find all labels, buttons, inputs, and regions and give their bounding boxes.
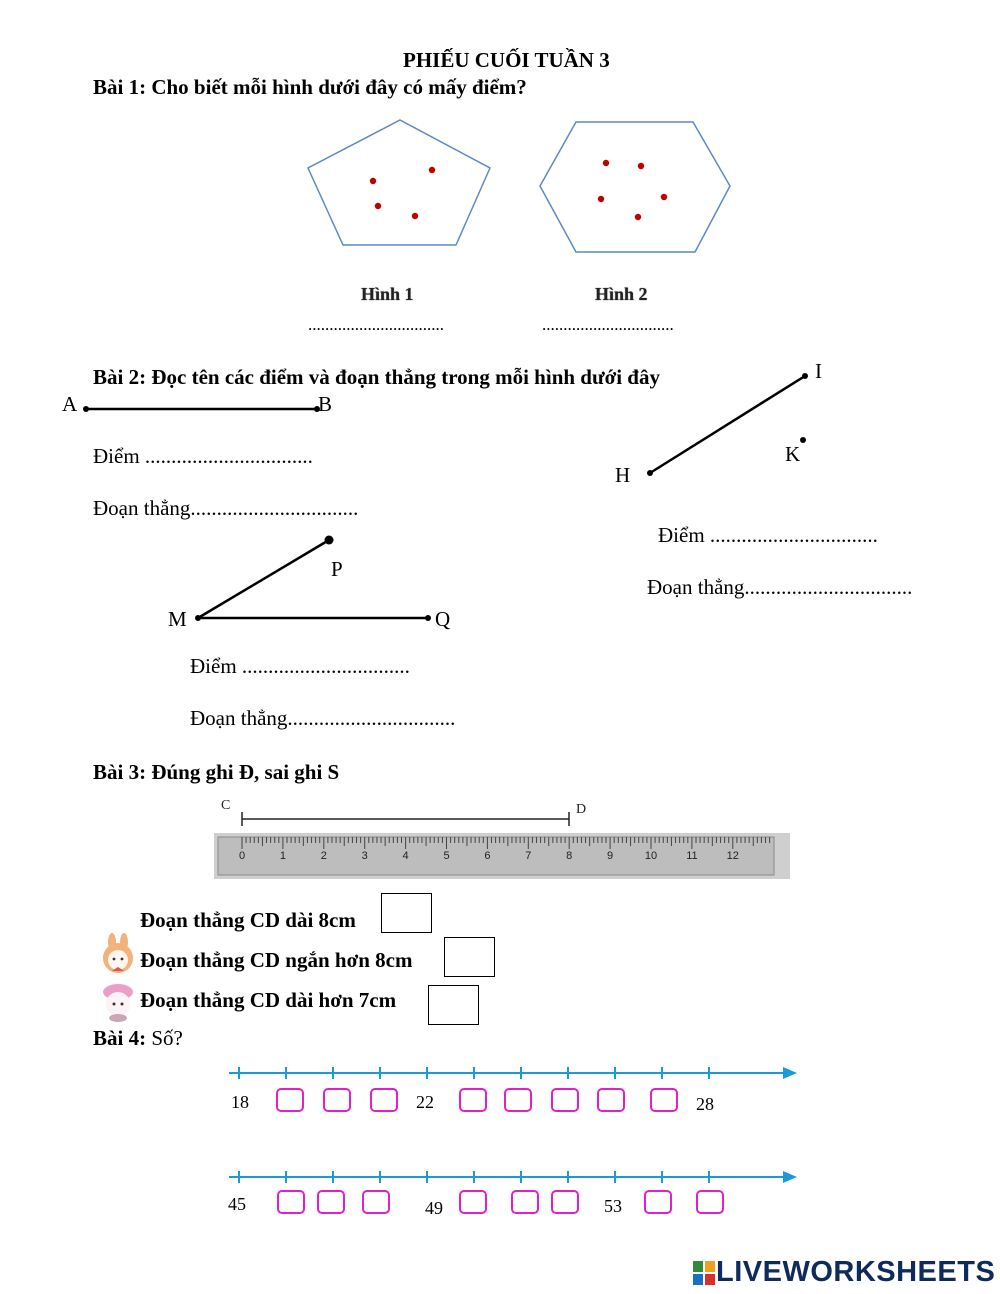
nl1-answer-box[interactable] bbox=[323, 1088, 351, 1112]
ruler-number: 8 bbox=[566, 850, 573, 862]
label-a: A bbox=[62, 392, 78, 416]
nl1-number-22: 22 bbox=[416, 1092, 434, 1112]
figure1-caption: Hình 1 bbox=[361, 284, 414, 304]
bai1-heading: Bài 1: Cho biết mỗi hình dưới đây có mấy điểm? bbox=[93, 75, 527, 99]
statement-2-answer-box[interactable] bbox=[444, 937, 495, 977]
cat-mascot-icon bbox=[98, 980, 140, 1022]
nl2-number-49: 49 bbox=[425, 1198, 443, 1218]
nl1-answer-box[interactable] bbox=[551, 1088, 579, 1112]
point-p bbox=[325, 536, 334, 545]
nl1-answer-box[interactable] bbox=[597, 1088, 625, 1112]
label-b: B bbox=[318, 392, 333, 416]
nl2-answer-box[interactable] bbox=[362, 1190, 390, 1214]
hik-doan-field[interactable]: Đoạn thẳng................................ bbox=[647, 575, 913, 599]
bai4-heading-text: Số? bbox=[146, 1026, 183, 1050]
point-dot bbox=[598, 196, 604, 202]
ruler-number: 6 bbox=[484, 850, 491, 862]
ruler-number: 11 bbox=[686, 850, 698, 862]
nl2-answer-box[interactable] bbox=[277, 1190, 305, 1214]
liveworksheets-logo bbox=[692, 1256, 995, 1289]
pentagon-shape bbox=[308, 120, 490, 245]
label-c: C bbox=[221, 798, 231, 813]
logo-text: LIVEWORKSHEETS bbox=[716, 1256, 996, 1288]
statement-2: Đoạn thẳng CD ngắn hơn 8cm bbox=[140, 948, 413, 972]
label-d: D bbox=[576, 802, 587, 817]
label-q: Q bbox=[435, 607, 451, 631]
nl2-answer-box[interactable] bbox=[696, 1190, 724, 1214]
label-i: I bbox=[815, 359, 822, 383]
statement-3-answer-box[interactable] bbox=[428, 985, 479, 1025]
liveworksheets-logo-icon bbox=[692, 1260, 716, 1286]
label-h: H bbox=[615, 463, 631, 487]
point-dot bbox=[603, 160, 609, 166]
mpq-doan-field[interactable]: Đoạn thẳng................................ bbox=[190, 706, 456, 730]
label-m: M bbox=[168, 607, 187, 631]
point-dot bbox=[412, 213, 418, 219]
ruler-number: 4 bbox=[402, 850, 409, 862]
nl2-number-45: 45 bbox=[228, 1194, 246, 1214]
statement-3: Đoạn thẳng CD dài hơn 7cm bbox=[140, 988, 397, 1012]
point-dot bbox=[375, 203, 381, 209]
nl1-answer-box[interactable] bbox=[504, 1088, 532, 1112]
nl1-number-28: 28 bbox=[696, 1094, 714, 1114]
statement-1: Đoạn thẳng CD dài 8cm bbox=[140, 908, 356, 932]
bai2-heading: Bài 2: Đọc tên các điểm và đoạn thẳng trong mỗi hình dưới đây bbox=[93, 365, 660, 389]
bai4-heading bbox=[93, 1026, 183, 1051]
nl1-answer-box[interactable] bbox=[459, 1088, 487, 1112]
label-p: P bbox=[331, 557, 343, 581]
segment-mp bbox=[198, 540, 329, 618]
point-k bbox=[800, 437, 806, 443]
point-m bbox=[195, 615, 201, 621]
nl1-answer-box[interactable] bbox=[650, 1088, 678, 1112]
number-line-1 bbox=[225, 1060, 805, 1090]
bunny-mascot-icon bbox=[98, 932, 140, 976]
figure2-answer-field[interactable]: ............................... bbox=[542, 315, 674, 334]
point-dot bbox=[661, 194, 667, 200]
figure1-answer-field[interactable]: ................................ bbox=[308, 315, 444, 334]
nl2-answer-box[interactable] bbox=[459, 1190, 487, 1214]
ruler-figure bbox=[210, 795, 795, 885]
point-dot bbox=[429, 167, 435, 173]
ruler-number: 9 bbox=[607, 850, 614, 862]
ruler-number: 2 bbox=[320, 850, 327, 862]
ruler-number: 5 bbox=[443, 850, 450, 862]
nl2-answer-box[interactable] bbox=[644, 1190, 672, 1214]
nl1-answer-box[interactable] bbox=[276, 1088, 304, 1112]
figure2-caption: Hình 2 bbox=[595, 284, 648, 304]
nl2-answer-box[interactable] bbox=[551, 1190, 579, 1214]
nl2-answer-box[interactable] bbox=[317, 1190, 345, 1214]
bai1-figures bbox=[290, 110, 750, 270]
bai3-heading: Bài 3: Đúng ghi Đ, sai ghi S bbox=[93, 760, 340, 784]
point-h bbox=[647, 470, 653, 476]
nl2-answer-box[interactable] bbox=[511, 1190, 539, 1214]
point-dot bbox=[638, 163, 644, 169]
nl2-number-53: 53 bbox=[604, 1196, 622, 1216]
hik-diem-field[interactable]: Điểm ................................ bbox=[658, 523, 878, 547]
point-a bbox=[83, 406, 89, 412]
segment-hi bbox=[650, 376, 805, 473]
mpq-diem-field[interactable]: Điểm ................................ bbox=[190, 654, 410, 678]
ruler-number: 0 bbox=[238, 850, 246, 862]
point-dot bbox=[370, 178, 376, 184]
point-dot bbox=[635, 214, 641, 220]
label-k: K bbox=[785, 442, 801, 466]
point-q bbox=[425, 615, 431, 621]
ruler-number: 1 bbox=[279, 850, 286, 862]
nl1-number-18: 18 bbox=[231, 1092, 249, 1112]
ruler-number: 10 bbox=[644, 850, 658, 862]
ruler-number: 7 bbox=[525, 850, 532, 862]
page-title: PHIẾU CUỐI TUẦN 3 bbox=[403, 48, 610, 72]
ab-doan-field[interactable]: Đoạn thẳng................................ bbox=[93, 496, 359, 520]
statement-1-answer-box[interactable] bbox=[381, 893, 432, 933]
bai4-heading-label: Bài 4: bbox=[93, 1026, 147, 1050]
nl1-answer-box[interactable] bbox=[370, 1088, 398, 1112]
hexagon-shape bbox=[540, 122, 730, 252]
ruler-number: 3 bbox=[361, 850, 368, 862]
ruler-number: 12 bbox=[726, 850, 739, 862]
ab-diem-field[interactable]: Điểm ................................ bbox=[93, 444, 313, 468]
point-i bbox=[802, 373, 808, 379]
